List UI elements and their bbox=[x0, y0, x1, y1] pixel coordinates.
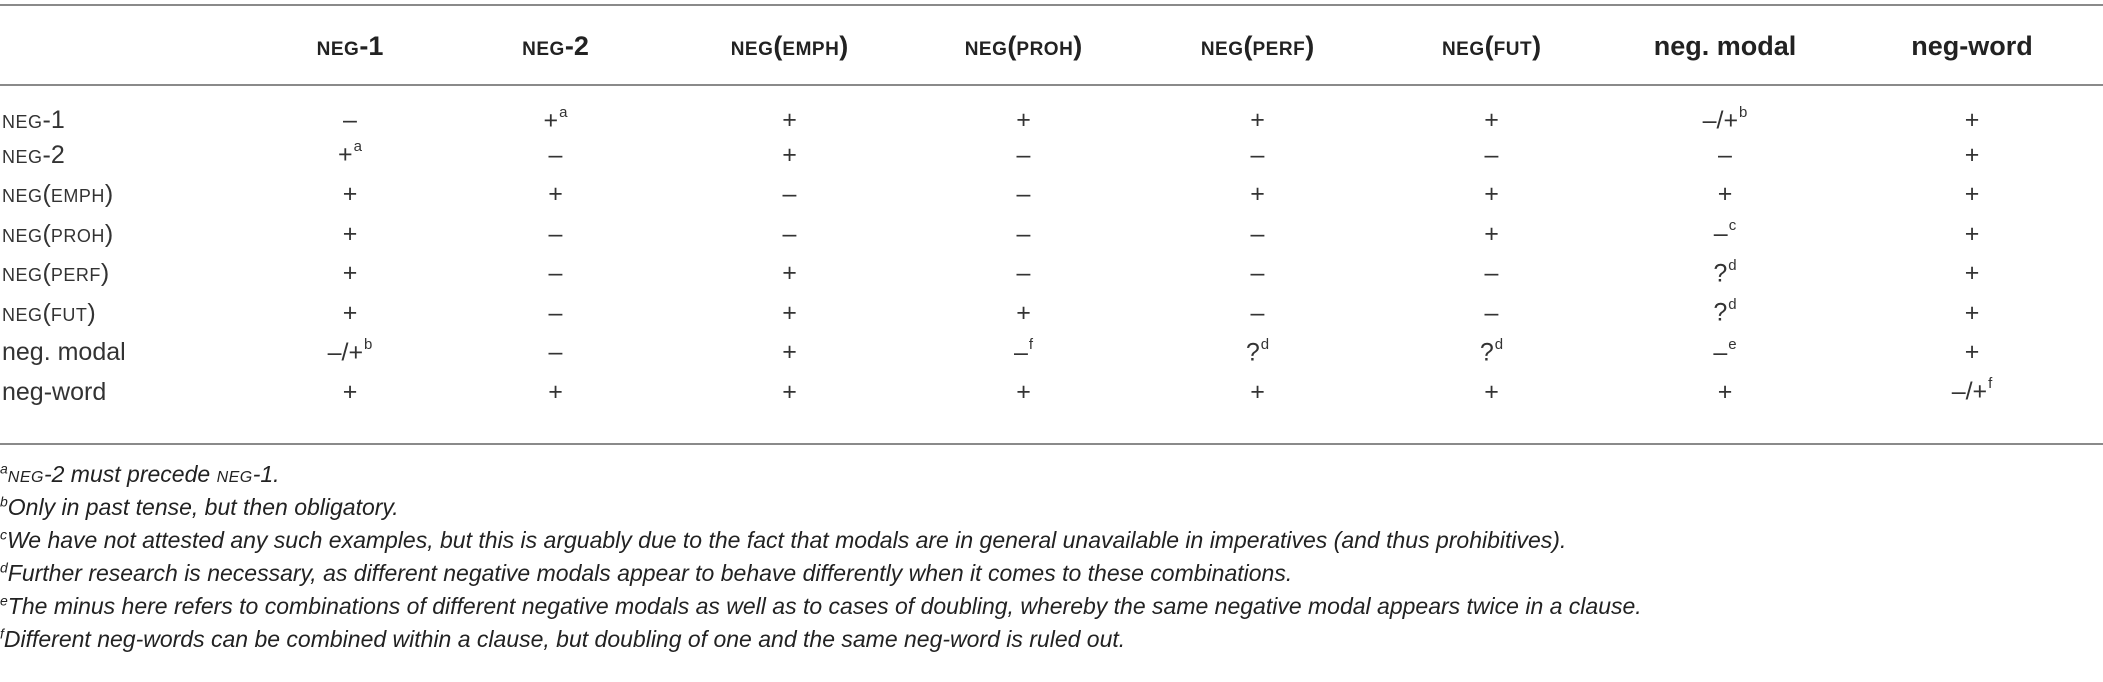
footnote-marker: a bbox=[559, 104, 568, 121]
table-cell bbox=[673, 254, 906, 294]
footnote-mark: f bbox=[0, 625, 4, 642]
table-cell bbox=[438, 293, 673, 333]
cell-value: – bbox=[1016, 219, 1031, 248]
table-cell bbox=[438, 372, 673, 412]
table-cell bbox=[262, 90, 438, 135]
table-cell bbox=[1609, 254, 1841, 294]
table-cell bbox=[438, 135, 673, 175]
table-cell bbox=[1374, 175, 1609, 215]
footnote-marker: d bbox=[1260, 335, 1270, 353]
table-cell bbox=[906, 293, 1141, 333]
table-cell bbox=[1609, 372, 1841, 412]
cell-value: – bbox=[548, 259, 563, 288]
table-cell bbox=[1609, 135, 1841, 175]
table-cell bbox=[906, 254, 1141, 294]
cell-value: – bbox=[548, 140, 563, 169]
cell-value: – bbox=[1484, 259, 1499, 288]
column-header: neg(perf) bbox=[1200, 30, 1315, 61]
table-row bbox=[0, 90, 2103, 135]
cell-value: – bbox=[1484, 140, 1499, 169]
cell-value: + bbox=[782, 377, 797, 406]
table-cell bbox=[1374, 333, 1609, 373]
footnote-marker: f bbox=[1028, 335, 1034, 353]
table-cell bbox=[262, 214, 438, 254]
footnote-marker: d bbox=[1728, 256, 1737, 274]
table-cell bbox=[1841, 254, 2103, 294]
cell-value: + bbox=[1016, 298, 1031, 327]
table-cell bbox=[1141, 214, 1374, 254]
footnote bbox=[0, 458, 2103, 491]
table-cell bbox=[1609, 293, 1841, 333]
table-cell bbox=[1141, 135, 1374, 175]
row-header: neg(perf) bbox=[2, 259, 110, 288]
cell-value: + bbox=[548, 180, 563, 209]
footnote-marker: f bbox=[1988, 375, 1993, 393]
table-cell bbox=[438, 254, 673, 294]
cell-value: + bbox=[342, 259, 358, 288]
table-cell bbox=[673, 333, 906, 373]
cell-value: + bbox=[543, 106, 559, 135]
cell-value: + bbox=[782, 338, 797, 367]
row-header: neg(fut) bbox=[2, 298, 96, 327]
table-cell bbox=[1841, 90, 2103, 135]
table-cell bbox=[673, 135, 906, 175]
footnote-text: Only in past tense, but then obligatory. bbox=[7, 494, 399, 520]
cell-value: + bbox=[1250, 106, 1265, 135]
table-cell bbox=[1374, 214, 1609, 254]
footnote-marker: e bbox=[1728, 335, 1737, 353]
table-cell bbox=[1374, 254, 1609, 294]
column-header: neg-word bbox=[1911, 30, 2033, 61]
cell-value: – bbox=[1713, 338, 1728, 367]
table-cell bbox=[1841, 372, 2103, 412]
row-header: neg(emph) bbox=[2, 180, 114, 209]
cell-value: + bbox=[1964, 140, 1980, 169]
table-cell bbox=[1141, 254, 1374, 294]
cell-value: – bbox=[548, 219, 563, 248]
footnote bbox=[0, 623, 2103, 656]
table-cell bbox=[262, 175, 438, 215]
column-header: neg-2 bbox=[522, 30, 589, 61]
table-cell bbox=[1841, 293, 2103, 333]
cell-value: + bbox=[1717, 377, 1733, 406]
cell-value: – bbox=[1250, 259, 1265, 288]
table-cell bbox=[1141, 333, 1374, 373]
table-row bbox=[0, 333, 2103, 373]
cell-value: + bbox=[1964, 338, 1980, 367]
footnote-mark: a bbox=[0, 460, 8, 477]
cell-value: – bbox=[782, 219, 797, 248]
table-row bbox=[0, 293, 2103, 333]
cell-value: – bbox=[1016, 259, 1031, 288]
cell-value: – bbox=[1016, 140, 1031, 169]
table-cell bbox=[1141, 90, 1374, 135]
table-cell bbox=[1609, 214, 1841, 254]
cell-value: + bbox=[782, 298, 797, 327]
cell-value: – bbox=[1250, 298, 1265, 327]
table-cell bbox=[673, 90, 906, 135]
cell-value: – bbox=[1016, 180, 1031, 209]
cell-value: – bbox=[1713, 219, 1728, 248]
cell-value: + bbox=[342, 180, 358, 209]
table-cell bbox=[262, 333, 438, 373]
table-cell bbox=[673, 175, 906, 215]
table-cell bbox=[673, 293, 906, 333]
cell-value: + bbox=[1964, 259, 1980, 288]
footnote-text: neg-2 must precede neg-1. bbox=[7, 461, 280, 487]
footnote-text: Different neg-words can be combined within a clause, but doubling of one and the same neg-word is ruled out. bbox=[3, 626, 1126, 652]
cell-value: + bbox=[342, 298, 358, 327]
column-header: neg(fut) bbox=[1441, 30, 1542, 61]
table-cell bbox=[262, 254, 438, 294]
cell-value: + bbox=[548, 377, 563, 406]
table-cell bbox=[1609, 90, 1841, 135]
table-cell bbox=[673, 214, 906, 254]
footnote-marker: d bbox=[1728, 296, 1737, 314]
table-body bbox=[0, 90, 2103, 412]
cell-value: + bbox=[1964, 106, 1980, 135]
cell-value: –/+ bbox=[1702, 106, 1739, 135]
table-cell bbox=[1374, 293, 1609, 333]
cell-value: + bbox=[1250, 180, 1265, 209]
table-cell bbox=[1374, 90, 1609, 135]
table-cell bbox=[1141, 372, 1374, 412]
cell-value: + bbox=[1250, 377, 1265, 406]
table-cell bbox=[438, 214, 673, 254]
footnote bbox=[0, 557, 2103, 590]
cell-value: + bbox=[782, 106, 797, 135]
table-cell bbox=[1841, 175, 2103, 215]
cell-value: ? bbox=[1713, 259, 1728, 288]
table-cell bbox=[906, 333, 1141, 373]
cell-value: + bbox=[1484, 377, 1499, 406]
header-row bbox=[0, 0, 2103, 90]
footnote-marker: d bbox=[1494, 335, 1504, 353]
table-cell bbox=[906, 90, 1141, 135]
cell-value: + bbox=[1016, 106, 1031, 135]
cell-value: –/+ bbox=[327, 338, 364, 367]
table-cell bbox=[906, 175, 1141, 215]
table-cell bbox=[438, 90, 673, 135]
footnote-text: The minus here refers to combinations of different negative modals as well as to cases of doubling, whereby the same negative modal appears twice in a clause. bbox=[7, 593, 1642, 619]
table-row bbox=[0, 135, 2103, 175]
footnote bbox=[0, 491, 2103, 524]
cell-value: – bbox=[548, 298, 563, 327]
cell-value: + bbox=[782, 140, 797, 169]
cell-value: – bbox=[1484, 298, 1499, 327]
footnote-mark: d bbox=[0, 559, 8, 576]
cell-value: ? bbox=[1479, 338, 1494, 367]
column-header: neg. modal bbox=[1653, 30, 1797, 61]
footnote-marker: c bbox=[1728, 217, 1737, 235]
table-row bbox=[0, 175, 2103, 215]
cell-value: – bbox=[343, 106, 357, 135]
cell-value: + bbox=[342, 377, 358, 406]
cell-value: + bbox=[342, 219, 358, 248]
cell-value: + bbox=[1484, 180, 1499, 209]
table-row bbox=[0, 254, 2103, 294]
table-cell bbox=[438, 175, 673, 215]
cell-value: – bbox=[1250, 219, 1265, 248]
table-row bbox=[0, 214, 2103, 254]
cell-value: + bbox=[1717, 180, 1733, 209]
cell-value: + bbox=[1964, 180, 1980, 209]
cell-value: – bbox=[548, 338, 563, 367]
cell-value: + bbox=[1964, 219, 1980, 248]
row-header: neg-1 bbox=[2, 106, 65, 135]
table-cell bbox=[1841, 333, 2103, 373]
header-corner bbox=[0, 0, 262, 90]
column-header: neg(proh) bbox=[964, 30, 1083, 61]
cell-value: ? bbox=[1245, 338, 1260, 367]
footnote-marker: b bbox=[364, 335, 373, 353]
table-cell bbox=[1841, 135, 2103, 175]
footnote-mark: e bbox=[0, 592, 8, 609]
row-header: neg(proh) bbox=[2, 219, 114, 248]
table-bottom-rule bbox=[0, 443, 2103, 445]
table-cell bbox=[673, 372, 906, 412]
column-header: neg(emph) bbox=[730, 30, 849, 61]
cell-value: ? bbox=[1713, 298, 1728, 327]
table-cell bbox=[262, 372, 438, 412]
cell-value: –/+ bbox=[1951, 377, 1988, 406]
footnote-mark: c bbox=[0, 526, 7, 543]
table-footnotes bbox=[0, 458, 2103, 656]
footnote-marker: b bbox=[1739, 104, 1748, 121]
row-header: neg-2 bbox=[2, 140, 65, 169]
table-cell bbox=[1841, 214, 2103, 254]
footnote-text: We have not attested any such examples, but this is arguably due to the fact that modals are in general unavailable in imperatives (and thus prohibitives). bbox=[7, 527, 1567, 553]
cell-value: – bbox=[1718, 140, 1732, 169]
table-cell bbox=[906, 135, 1141, 175]
footnote-text: Further research is necessary, as different negative modals appear to behave differently when it comes to these combinations. bbox=[7, 560, 1293, 586]
table-cell bbox=[1141, 293, 1374, 333]
table-cell bbox=[438, 333, 673, 373]
cell-value: – bbox=[1013, 338, 1028, 367]
row-header: neg. modal bbox=[2, 338, 126, 367]
column-header: neg-1 bbox=[316, 30, 384, 61]
table-cell bbox=[1374, 135, 1609, 175]
table-cell bbox=[906, 372, 1141, 412]
cell-value: + bbox=[1016, 377, 1031, 406]
table-cell bbox=[906, 214, 1141, 254]
footnote-marker: a bbox=[353, 138, 362, 156]
cell-value: – bbox=[1250, 140, 1265, 169]
table-cell bbox=[1609, 175, 1841, 215]
cell-value: + bbox=[782, 259, 797, 288]
cell-value: + bbox=[1484, 219, 1499, 248]
table-cell bbox=[1374, 372, 1609, 412]
footnote-mark: b bbox=[0, 493, 8, 510]
row-header: neg-word bbox=[2, 377, 107, 406]
cell-value: + bbox=[338, 140, 353, 169]
table-cell bbox=[262, 135, 438, 175]
table-cell bbox=[1609, 333, 1841, 373]
cell-value: + bbox=[1964, 298, 1980, 327]
table-cell bbox=[1141, 175, 1374, 215]
footnote bbox=[0, 524, 2103, 557]
cell-value: – bbox=[782, 180, 797, 209]
table-row bbox=[0, 372, 2103, 412]
footnote bbox=[0, 590, 2103, 623]
table-cell bbox=[262, 293, 438, 333]
cell-value: + bbox=[1484, 106, 1499, 135]
